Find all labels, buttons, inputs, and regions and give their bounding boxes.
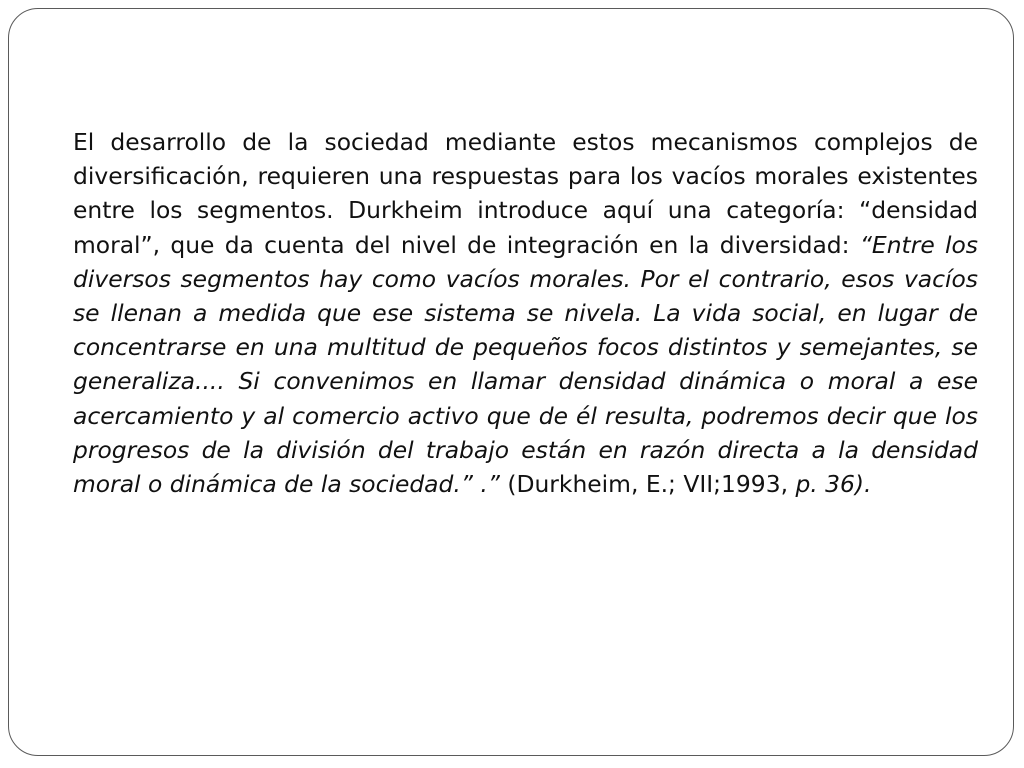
- slide-frame: [8, 8, 1014, 756]
- durkheim-quote: “Entre los diversos segmentos hay como vacíos morales. Por el contrario, esos vacíos se llenan a medida que ese sistema se nivela. La vida social, en lugar de concentrarse en una multitud de pequeños focos distintos y semejantes, se generaliza.... Si convenimos en llamar densidad dinámica o moral a ese acercamiento y al comercio activo que de él resulta, podremos decir que los progresos de la división del trabajo están en razón directa a la densidad moral o dinámica de la sociedad.” .”: [73, 230, 978, 499]
- citation: (Durkheim, E.; VII;1993,: [499, 470, 796, 499]
- citation-page: p. 36).: [795, 470, 872, 499]
- paragraph-intro: El desarrollo de la sociedad mediante estos mecanismos complejos de diversificación, requieren una respuestas para los vacíos morales existentes entre los segmentos. Durkheim introduce aquí una categoría: “densidad moral”, que da cuenta del nivel de integración en la diversidad:: [73, 128, 978, 259]
- body-paragraph: [73, 125, 978, 501]
